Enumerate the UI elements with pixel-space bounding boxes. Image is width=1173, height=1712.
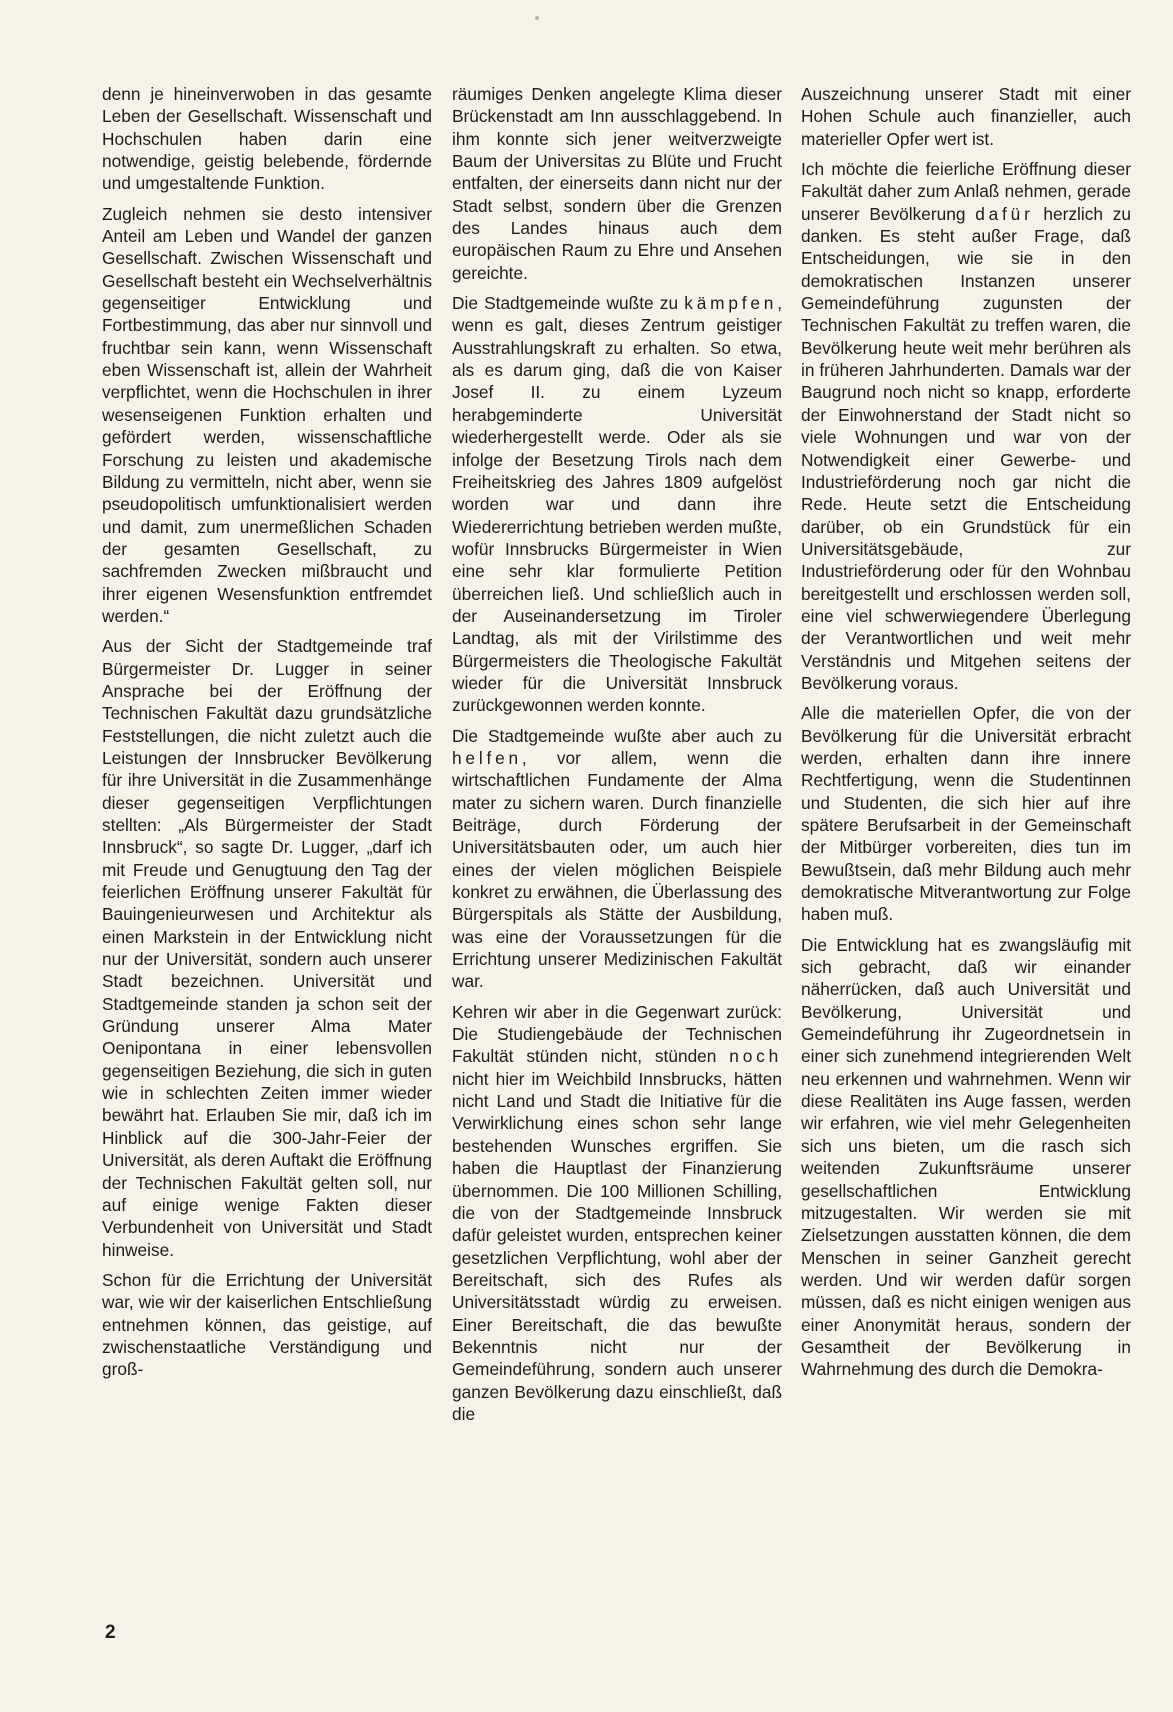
emphasized-word: kämpfen <box>684 293 778 314</box>
paragraph: Zugleich nehmen sie desto intensiver Anteil am Leben und Wandel der ganzen Gesellschaft. Zwischen Wissenschaft und Gesellschaft besteht ein Wechselverhältnis gegenseitiger Entwicklung und Fortbestimmung, das aber nur sinnvoll und fruchtbar sein kann, wenn Wissenschaft eben Wissenschaft ist, allein der Wahrheit verpflichtet, wenn die Hochschulen in ihrer wesenseigenen Funktion erhalten und gefördert werden, wissenschaftliche Forschung zu leisten und akademische Bildung zu vermitteln, nicht aber, wenn sie pseudopolitisch umfunktionalisiert werden und damit, zum unermeßlichen Schaden der gesamten Gesellschaft, zu sachfremden Zwecken mißbraucht und ihrer eigenen Wesensfunktion entfremdet werden.“ <box>102 203 432 626</box>
paragraph: Schon für die Errichtung der Universität war, wie wir der kaiserlichen Entschließung entnehmen können, das geistige, auf zwischenstaatliche Verständigung und groß- <box>102 1269 432 1380</box>
paragraph: Auszeichnung unserer Stadt mit einer Hohen Schule auch finanzieller, auch materieller Opfer wert ist. <box>801 84 1131 149</box>
emphasized-word: helfen <box>452 747 522 768</box>
paragraph: Die Entwicklung hat es zwangsläufig mit sich gebracht, daß wir einander näherrücken, daß auch Universität und Bevölkerung, Universität und Gemeindeführung ihr Zugeordnetsein in einer sich zunehmend integrierenden Welt neu erkennen und wahrnehmen. Wenn wir diese Realitäten ins Auge fassen, werden wir erfahren, wie viel mehr Gelegenheiten sich uns bieten, um die rasch sich weitenden Zukunftsräume unserer gesellschaftlichen Entwicklung mitzugestalten. Wir werden sie mit Zielsetzungen ausstatten können, die dem Menschen in seiner Ganzheit gerecht werden. Und wir werden dafür sorgen müssen, daß es nicht einigen wenigen aus einer Anonymität heraus, sondern der Gesamtheit der Bevölkerung in Wahrnehmung des durch die Demokra- <box>801 934 1131 1380</box>
text-column-2 <box>452 83 782 1433</box>
paragraph: Kehren wir aber in die Gegenwart zurück: Die Studiengebäude der Technischen Fakultät stünden nicht, stünden noch nicht hier im Weichbild Innsbrucks, hätten nicht Land und Stadt die Initiative für die Verwirklichung eines schon sehr lange bestehenden Wunsches ergriffen. Sie haben die Hauptlast der Finanzierung übernommen. Die 100 Millionen Schilling, die von der Stadtgemeinde Innsbruck dafür geleistet wurden, entsprechen keiner gesetzlichen Verpflichtung, wohl aber der Bereitschaft, sich des Rufes als Universitätsstadt würdig zu erweisen. Einer Bereitschaft, die das bewußte Bekenntnis nicht nur der Gemeindeführung, sondern auch unserer ganzen Bevölkerung dazu einschließt, daß die <box>452 1001 782 1424</box>
emphasized-word: dafür <box>975 203 1034 224</box>
text-column-1 <box>102 83 432 1389</box>
paragraph: Alle die materiellen Opfer, die von der Bevölkerung für die Universität erbracht werden, erhalten dann ihre innere Rechtfertigung, wenn die Studentinnen und Studenten, die sich hier auf ihre spätere Berufsarbeit in der Gemeinschaft der Mitbürger vorbereiten, dies tun im Bewußtsein, daß mehr Bildung auch mehr demokratische Mitverantwortung zur Folge haben muß. <box>801 703 1131 925</box>
printing-mark <box>535 16 539 20</box>
paragraph: Ich möchte die feierliche Eröffnung dieser Fakultät daher zum Anlaß nehmen, gerade unserer Bevölkerung dafür herzlich zu danken. Es steht außer Frage, daß Entscheidungen, wie sie in den demokratischen Instanzen unserer Gemeindeführung zugunsten der Technischen Fakultät zu treffen waren, die Bevölkerung heute weit mehr berühren als in früheren Jahrhunderten. Damals war der Baugrund noch nicht so knapp, erforderte der Einwohnerstand der Stadt nicht so viele Wohnungen und war von der Notwendigkeit einer Gewerbe- und Industrieförderung noch gar nicht die Rede. Heute setzt die Entscheidung darüber, ob ein Grundstück für ein Universitätsgebäude, zur Industrieförderung oder für den Wohnbau bereitgestellt und erschlossen werden soll, eine viel schwerwiegendere Überlegung der Verantwortlichen und weit mehr Verständnis und Mitgehen seitens der Bevölkerung voraus. <box>801 159 1131 693</box>
emphasized-word: noch <box>729 1046 782 1067</box>
paragraph: Aus der Sicht der Stadtgemeinde traf Bürgermeister Dr. Lugger in seiner Ansprache bei der Eröffnung der Technischen Fakultät dazu grundsätzliche Feststellungen, die nicht zuletzt auch die Leistungen der Innsbrucker Bevölkerung für ihre Universität in die Zusammenhänge dieser gegenseitigen Verpflichtungen stellten: „Als Bürgermeister der Stadt Innsbruck“, so sagte Dr. Lugger, „darf ich mit Freude und Genugtuung den Tag der feierlichen Eröffnung unserer Fakultät für Bauingenieurwesen und Architektur als einen Markstein in der Entwicklung nicht nur der Universität, sondern auch unserer Stadt bezeichnen. Universität und Stadtgemeinde standen ja schon seit der Gründung unserer Alma Mater Oenipontana in einer lebensvollen gegenseitigen Beziehung, die sich in guten wie in schlechten Zeiten immer wieder bewährt hat. Erlauben Sie mir, daß ich im Hinblick auf die 300-Jahr-Feier der Universität, als deren Auftakt die Eröffnung der Technischen Fakultät gelten soll, nur auf einige wenige Fakten dieser Verbundenheit von Universität und Stadt hinweise. <box>102 636 432 1260</box>
page-number: 2 <box>105 1622 116 1643</box>
paragraph: denn je hineinverwoben in das gesamte Leben der Gesellschaft. Wissenschaft und Hochschulen haben darin eine notwendige, geistig belebende, fördernde und umgestaltende Funktion. <box>102 84 432 194</box>
paragraph: Die Stadtgemeinde wußte aber auch zu helfen, vor allem, wenn die wirtschaftlichen Fundamente der Alma mater zu sichern waren. Durch finanzielle Beiträge, durch Förderung der Universitätsbauten oder, um auch hier eines der vielen möglichen Beispiele konkret zu erwähnen, die Überlassung des Bürgerspitals als Stätte der Ausbildung, was eine der Voraussetzungen für die Errichtung unserer Medizinischen Fakultät war. <box>452 725 782 992</box>
paragraph: Die Stadtgemeinde wußte zu kämpfen, wenn es galt, dieses Zentrum geistiger Ausstrahlungskraft zu erhalten. So etwa, als es darum ging, daß die von Kaiser Josef II. zu einem Lyzeum herabgeminderte Universität wiederhergestellt werde. Oder als sie infolge der Besetzung Tirols nach dem Freiheitskrieg des Jahres 1809 aufgelöst worden war und dann ihre Wiedererrichtung betrieben werden mußte, wofür Innsbrucks Bürgermeister in Wien eine sehr klar formulierte Petition überreichen ließ. Und schließlich auch in der Auseinandersetzung im Tiroler Landtag, als mit der Virilstimme des Bürgermeisters die Theologische Fakultät wieder für die Universität Innsbruck zurückgewonnen werden konnte. <box>452 293 782 716</box>
paragraph: räumiges Denken angelegte Klima dieser Brückenstadt am Inn ausschlaggebend. In ihm konnte sich jener weitverzweigte Baum der Universitas zu Blüte und Frucht entfalten, der einerseits dann nicht nur der Stadt selbst, sondern über die Grenzen des Landes hinaus auch dem europäischen Raum zu Ehre und Ansehen gereichte. <box>452 84 782 283</box>
text-column-3 <box>801 83 1131 1389</box>
